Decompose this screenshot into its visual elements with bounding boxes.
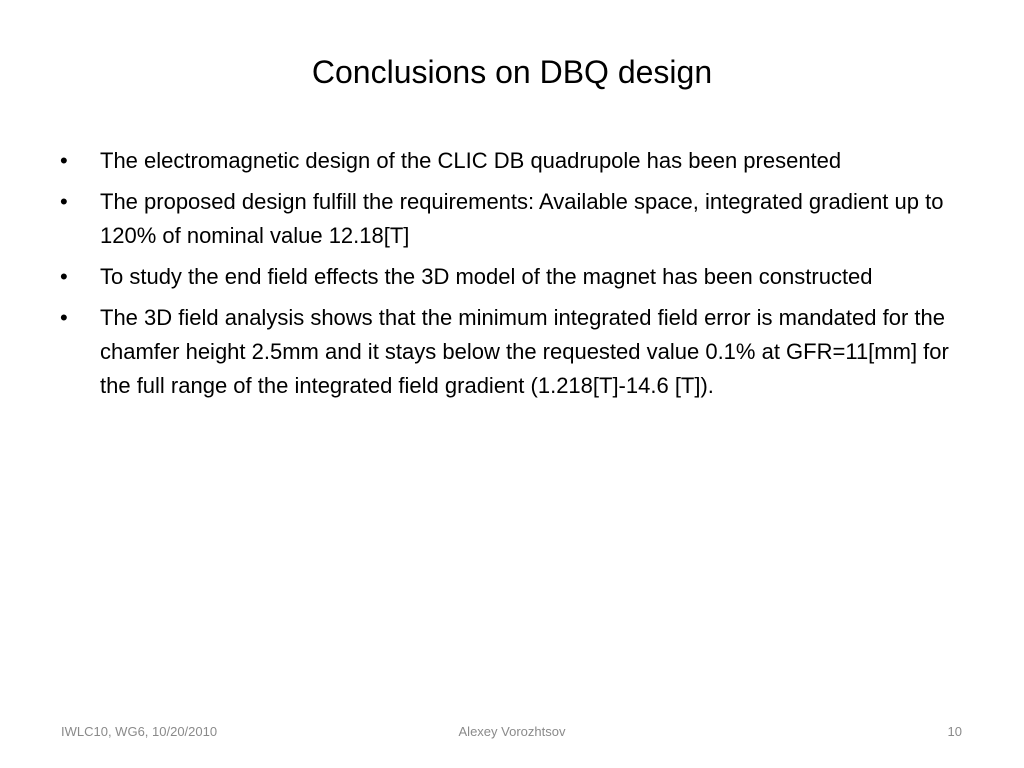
bullet-item (60, 185, 970, 253)
bullet-text: To study the end field effects the 3D model of the magnet has been constructed (100, 264, 873, 289)
slide-title: Conclusions on DBQ design (311, 54, 713, 90)
slide-number: 10 (947, 724, 962, 739)
bullet-list (60, 144, 970, 410)
footer-author: Alexey Vorozhtsov (458, 724, 566, 739)
bullet-item (60, 144, 970, 178)
bullet-icon: • (60, 189, 68, 214)
bullet-text: The proposed design fulfill the requirements: Available space, integrated gradient up to 120% of nominal value 12.18[T] (100, 189, 944, 248)
bullet-item (60, 301, 970, 403)
bullet-text: The electromagnetic design of the CLIC DB quadrupole has been presented (100, 148, 842, 173)
footer-event-date: IWLC10, WG6, 10/20/2010 (61, 724, 218, 739)
bullet-item (60, 260, 970, 294)
bullet-text: The 3D field analysis shows that the minimum integrated field error is mandated for the chamfer height 2.5mm and it stays below the requested value 0.1% at GFR=11[mm] for the full range of the integrated field gradient (1.218[T]-14.6 [T]). (100, 305, 949, 398)
bullet-icon: • (60, 305, 68, 330)
bullet-icon: • (60, 148, 68, 173)
bullet-icon: • (60, 264, 68, 289)
